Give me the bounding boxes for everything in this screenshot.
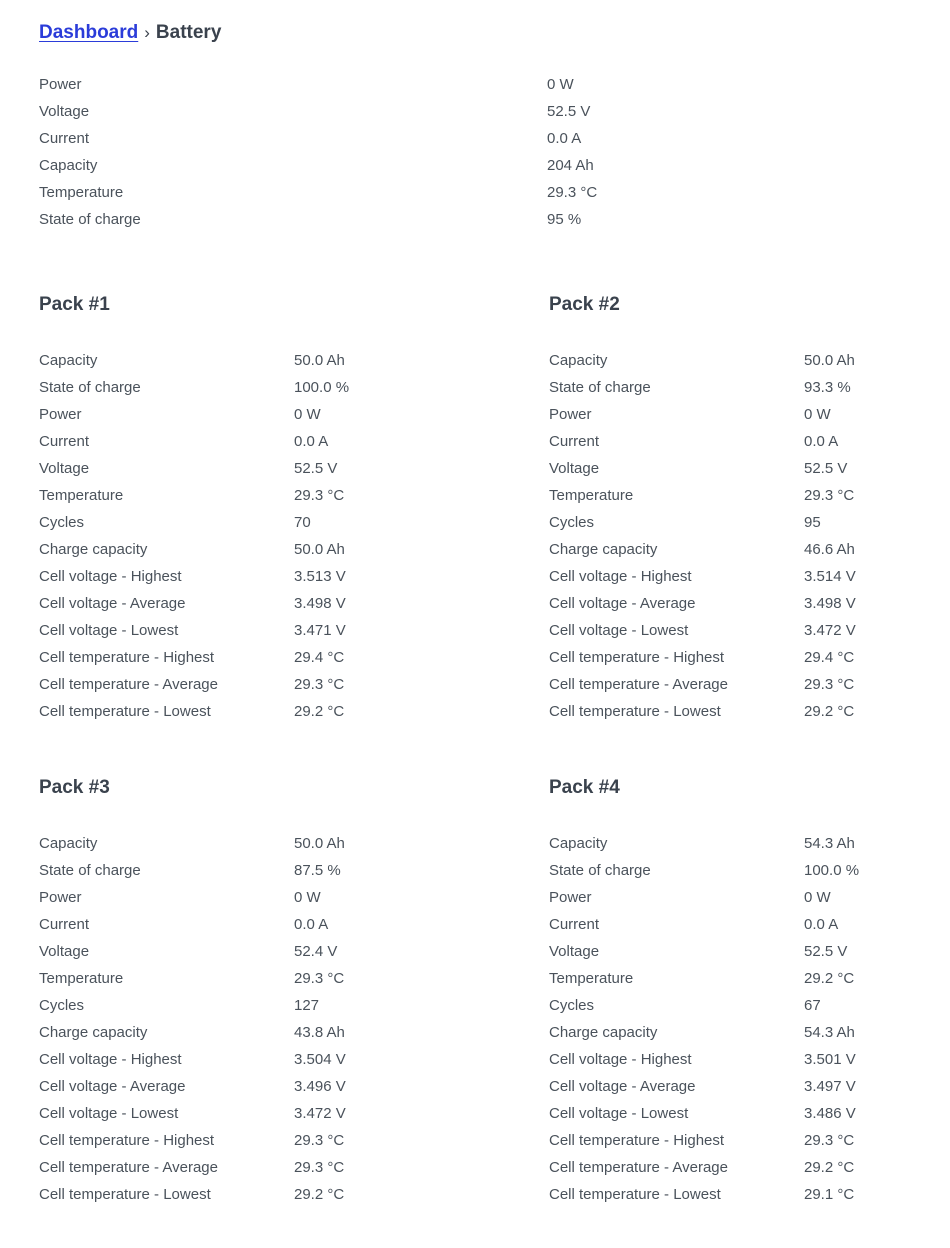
stat-label: Power <box>549 889 592 906</box>
stat-value: 3.498 V <box>294 595 346 612</box>
stat-value: 3.472 V <box>294 1105 346 1122</box>
pack-3-section <box>39 775 549 1208</box>
stat-value: 3.472 V <box>804 622 856 639</box>
pack-stat-row <box>549 938 950 965</box>
summary-stat-row <box>39 179 950 206</box>
stat-label: Current <box>39 433 90 450</box>
stat-value: 29.3 °C <box>547 184 598 201</box>
pack-stat-row <box>39 884 549 911</box>
stat-label: Cycles <box>549 997 595 1014</box>
stat-value: 29.3 °C <box>294 1159 345 1176</box>
stat-value: 29.4 °C <box>294 649 345 666</box>
stat-label: State of charge <box>39 379 141 396</box>
pack-stat-row <box>549 698 950 725</box>
pack-stat-row <box>39 992 549 1019</box>
stat-value: 43.8 Ah <box>294 1024 345 1041</box>
stat-value: 0 W <box>547 76 574 93</box>
stat-value: 70 <box>294 514 311 531</box>
stat-value: 50.0 Ah <box>294 835 345 852</box>
pack-stat-row <box>549 428 950 455</box>
pack-1-rows <box>39 347 549 725</box>
stat-value: 29.2 °C <box>804 703 855 720</box>
pack-stat-row <box>39 830 549 857</box>
stat-label: Cell temperature - Average <box>39 676 218 693</box>
pack-stat-row <box>549 617 950 644</box>
stat-label: Charge capacity <box>549 541 658 558</box>
stat-label: Voltage <box>39 943 90 960</box>
pack-stat-row <box>39 1046 549 1073</box>
stat-value: 93.3 % <box>804 379 851 396</box>
breadcrumb-separator-icon: › <box>144 23 150 42</box>
stat-value: 3.514 V <box>804 568 856 585</box>
pack-stat-row <box>549 1019 950 1046</box>
stat-value: 29.3 °C <box>804 1132 855 1149</box>
stat-value: 3.498 V <box>804 595 856 612</box>
stat-label: Capacity <box>39 835 98 852</box>
stat-value: 46.6 Ah <box>804 541 855 558</box>
stat-label: Charge capacity <box>549 1024 658 1041</box>
stat-value: 52.5 V <box>294 460 338 477</box>
pack-stat-row <box>549 1127 950 1154</box>
stat-value: 54.3 Ah <box>804 1024 855 1041</box>
stat-value: 52.5 V <box>547 103 591 120</box>
pack-2-rows <box>549 347 950 725</box>
pack-stat-row <box>39 374 549 401</box>
stat-value: 3.504 V <box>294 1051 346 1068</box>
stat-value: 50.0 Ah <box>294 352 345 369</box>
packs-grid <box>39 292 950 1208</box>
pack-stat-row <box>39 428 549 455</box>
stat-value: 29.2 °C <box>294 703 345 720</box>
stat-value: 29.3 °C <box>804 487 855 504</box>
stat-label: Current <box>39 916 90 933</box>
pack-stat-row <box>549 509 950 536</box>
stat-label: Voltage <box>39 103 90 120</box>
pack-stat-row <box>549 857 950 884</box>
stat-value: 50.0 Ah <box>294 541 345 558</box>
pack-stat-row <box>39 644 549 671</box>
stat-value: 204 Ah <box>547 157 594 174</box>
stat-label: Cell temperature - Lowest <box>39 703 211 720</box>
summary-stat-row <box>39 98 950 125</box>
stat-label: Charge capacity <box>39 1024 148 1041</box>
summary-stat-row <box>39 206 950 233</box>
pack-1-section <box>39 292 549 725</box>
pack-stat-row <box>549 992 950 1019</box>
pack-stat-row <box>39 1127 549 1154</box>
pack-stat-row <box>39 965 549 992</box>
stat-value: 52.5 V <box>804 460 848 477</box>
pack-stat-row <box>549 1073 950 1100</box>
stat-value: 29.3 °C <box>294 1132 345 1149</box>
pack-stat-row <box>39 1100 549 1127</box>
stat-label: Cell voltage - Lowest <box>549 622 689 639</box>
stat-label: Cell voltage - Average <box>549 1078 696 1095</box>
stat-label: Cell temperature - Average <box>549 1159 728 1176</box>
pack-3-title: Pack #3 <box>39 777 110 798</box>
stat-value: 29.3 °C <box>804 676 855 693</box>
pack-stat-row <box>39 482 549 509</box>
stat-value: 0 W <box>294 406 321 423</box>
stat-label: Cell voltage - Highest <box>39 1051 182 1068</box>
pack-stat-row <box>39 590 549 617</box>
pack-stat-row <box>549 644 950 671</box>
pack-stat-row <box>39 911 549 938</box>
pack-4-rows <box>549 830 950 1208</box>
stat-label: Cell temperature - Highest <box>549 649 725 666</box>
stat-label: Cell temperature - Highest <box>39 649 215 666</box>
breadcrumb-current-battery: Battery <box>155 22 222 43</box>
stat-label: Cycles <box>549 514 595 531</box>
stat-label: Cell temperature - Lowest <box>39 1186 211 1203</box>
pack-stat-row <box>549 374 950 401</box>
pack-4-section <box>549 775 950 1208</box>
pack-stat-row <box>549 965 950 992</box>
pack-stat-row <box>549 563 950 590</box>
summary-stat-row <box>39 125 950 152</box>
pack-stat-row <box>39 1019 549 1046</box>
stat-value: 3.486 V <box>804 1105 856 1122</box>
pack-3-rows <box>39 830 549 1208</box>
pack-2-section <box>549 292 950 725</box>
pack-stat-row <box>39 857 549 884</box>
stat-label: Cell temperature - Lowest <box>549 703 721 720</box>
pack-stat-row <box>39 1073 549 1100</box>
pack-stat-row <box>39 698 549 725</box>
pack-1-title: Pack #1 <box>39 294 110 315</box>
stat-label: Cell voltage - Highest <box>549 1051 692 1068</box>
pack-stat-row <box>39 536 549 563</box>
stat-value: 95 % <box>547 211 582 228</box>
stat-label: Cell voltage - Average <box>39 1078 186 1095</box>
pack-stat-row <box>549 1100 950 1127</box>
pack-stat-row <box>549 830 950 857</box>
stat-value: 54.3 Ah <box>804 835 855 852</box>
stat-label: Voltage <box>549 460 600 477</box>
stat-label: State of charge <box>39 862 141 879</box>
stat-value: 29.2 °C <box>294 1186 345 1203</box>
stat-label: Cell voltage - Highest <box>39 568 182 585</box>
stat-label: Capacity <box>549 352 608 369</box>
stat-label: State of charge <box>39 211 141 228</box>
stat-label: Cycles <box>39 997 85 1014</box>
battery-summary-section <box>39 71 950 233</box>
stat-label: Cycles <box>39 514 85 531</box>
stat-value: 0.0 A <box>804 916 839 933</box>
stat-label: Current <box>39 130 90 147</box>
stat-label: Cell voltage - Lowest <box>39 1105 179 1122</box>
stat-value: 0.0 A <box>294 916 329 933</box>
pack-stat-row <box>549 590 950 617</box>
stat-label: Capacity <box>39 157 98 174</box>
pack-stat-row <box>39 401 549 428</box>
stat-label: Current <box>549 433 600 450</box>
stat-label: Temperature <box>39 970 124 987</box>
pack-stat-row <box>39 347 549 374</box>
stat-value: 29.3 °C <box>294 487 345 504</box>
stat-label: Temperature <box>549 487 634 504</box>
stat-label: Current <box>549 916 600 933</box>
summary-stat-row <box>39 152 950 179</box>
stat-label: State of charge <box>549 379 651 396</box>
pack-stat-row <box>549 455 950 482</box>
pack-stat-row <box>549 671 950 698</box>
stat-label: Charge capacity <box>39 541 148 558</box>
pack-stat-row <box>39 455 549 482</box>
stat-value: 0.0 A <box>294 433 329 450</box>
stat-label: Power <box>549 406 592 423</box>
stat-label: Temperature <box>39 184 124 201</box>
pack-stat-row <box>549 482 950 509</box>
pack-stat-row <box>549 884 950 911</box>
stat-value: 29.3 °C <box>294 676 345 693</box>
stat-label: Cell voltage - Highest <box>549 568 692 585</box>
pack-stat-row <box>549 1154 950 1181</box>
stat-label: Cell voltage - Lowest <box>39 622 179 639</box>
breadcrumb-dashboard-link[interactable]: Dashboard <box>39 22 139 43</box>
stat-label: Cell voltage - Average <box>39 595 186 612</box>
pack-stat-row <box>39 1181 549 1208</box>
stat-value: 100.0 % <box>294 379 350 396</box>
stat-label: Capacity <box>549 835 608 852</box>
stat-value: 29.1 °C <box>804 1186 855 1203</box>
pack-stat-row <box>549 536 950 563</box>
stat-label: Cell voltage - Lowest <box>549 1105 689 1122</box>
stat-label: Temperature <box>39 487 124 504</box>
stat-label: State of charge <box>549 862 651 879</box>
stat-label: Power <box>39 406 82 423</box>
stat-label: Voltage <box>39 460 90 477</box>
pack-stat-row <box>39 509 549 536</box>
stat-value: 3.513 V <box>294 568 346 585</box>
pack-stat-row <box>549 1046 950 1073</box>
stat-value: 95 <box>804 514 821 531</box>
stat-value: 29.4 °C <box>804 649 855 666</box>
pack-stat-row <box>549 1181 950 1208</box>
pack-stat-row <box>39 671 549 698</box>
stat-value: 0.0 A <box>547 130 582 147</box>
stat-label: Power <box>39 76 82 93</box>
stat-label: Cell temperature - Highest <box>549 1132 725 1149</box>
stat-label: Cell temperature - Average <box>39 1159 218 1176</box>
stat-value: 87.5 % <box>294 862 341 879</box>
stat-value: 127 <box>294 997 320 1014</box>
pack-stat-row <box>549 401 950 428</box>
stat-label: Cell temperature - Highest <box>39 1132 215 1149</box>
stat-value: 100.0 % <box>804 862 860 879</box>
stat-value: 3.497 V <box>804 1078 856 1095</box>
stat-value: 52.4 V <box>294 943 338 960</box>
stat-label: Voltage <box>549 943 600 960</box>
stat-value: 29.2 °C <box>804 970 855 987</box>
stat-value: 0 W <box>804 406 831 423</box>
stat-value: 52.5 V <box>804 943 848 960</box>
stat-label: Cell temperature - Average <box>549 676 728 693</box>
stat-label: Power <box>39 889 82 906</box>
pack-stat-row <box>549 911 950 938</box>
pack-stat-row <box>39 617 549 644</box>
stat-value: 29.3 °C <box>294 970 345 987</box>
pack-stat-row <box>39 563 549 590</box>
stat-label: Temperature <box>549 970 634 987</box>
stat-value: 3.471 V <box>294 622 346 639</box>
stat-value: 0 W <box>294 889 321 906</box>
stat-value: 29.2 °C <box>804 1159 855 1176</box>
summary-stat-row <box>39 71 950 98</box>
breadcrumb <box>39 20 950 46</box>
stat-value: 0.0 A <box>804 433 839 450</box>
pack-4-title: Pack #4 <box>549 777 620 798</box>
stat-label: Cell voltage - Average <box>549 595 696 612</box>
stat-value: 50.0 Ah <box>804 352 855 369</box>
stat-label: Cell temperature - Lowest <box>549 1186 721 1203</box>
stat-value: 0 W <box>804 889 831 906</box>
stat-value: 3.496 V <box>294 1078 346 1095</box>
stat-value: 3.501 V <box>804 1051 856 1068</box>
stat-value: 67 <box>804 997 821 1014</box>
pack-2-title: Pack #2 <box>549 294 620 315</box>
stat-label: Capacity <box>39 352 98 369</box>
pack-stat-row <box>39 938 549 965</box>
pack-stat-row <box>39 1154 549 1181</box>
pack-stat-row <box>549 347 950 374</box>
